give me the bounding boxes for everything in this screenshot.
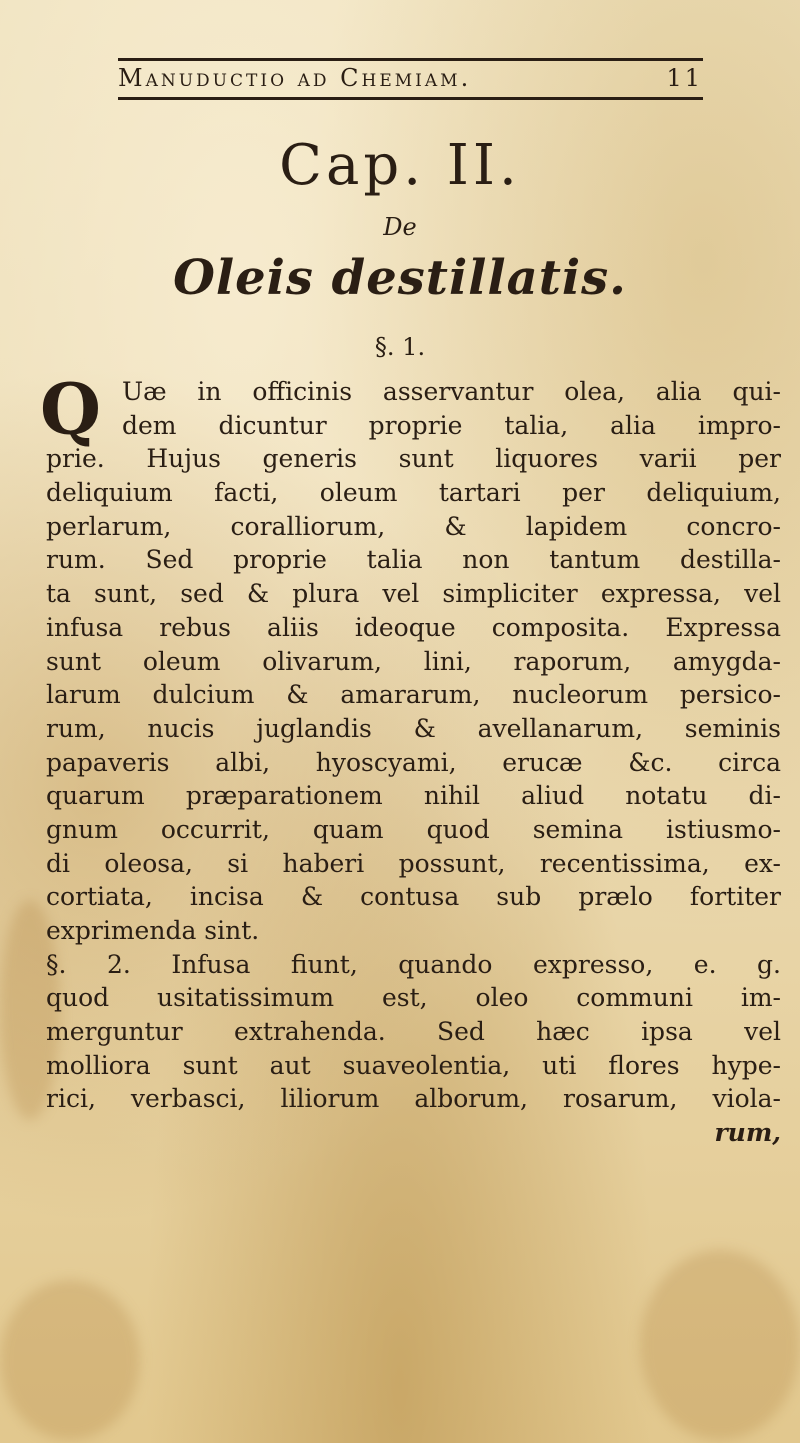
text-line: §. 2. Infusa fiunt, quando expresso, e. g. <box>46 949 781 979</box>
catchword-text: rum, <box>714 1118 781 1148</box>
text-line: gnum occurrit, quam quod semina istiusmo- <box>46 814 781 844</box>
page-number: 11 <box>666 64 703 92</box>
text-line: Uæ in officinis asservantur olea, alia qui- <box>122 377 781 406</box>
text-line: rici, verbasci, liliorum alborum, rosarum, viola- <box>46 1084 781 1114</box>
text-line: cortiata, incisa & contusa sub prælo fortiter <box>46 882 781 912</box>
section-mark: §. 1. <box>374 333 426 361</box>
chapter-preposition: De <box>383 213 417 241</box>
running-head-title: Manuductio ad Chemiam. <box>118 64 472 92</box>
body-text <box>40 368 781 1150</box>
text-line: papaveris albi, hyoscyami, erucæ &c. circa <box>46 747 781 777</box>
paper-stain <box>0 1280 140 1440</box>
text-line: di oleosa, si haberi possunt, recentissima, ex- <box>46 848 781 878</box>
text-line: deliquium facti, oleum tartari per deliquium, <box>46 478 781 508</box>
text-line: rum. Sed proprie talia non tantum destilla- <box>46 545 781 575</box>
running-head <box>118 62 703 94</box>
chapter-number: Cap. II. <box>279 133 521 198</box>
catchword <box>46 1116 781 1150</box>
drop-cap: Q <box>40 368 101 451</box>
text-line: prie. Hujus generis sunt liquores varii per <box>46 444 781 474</box>
text-line: exprimenda sint. <box>46 916 260 945</box>
text-line: molliora sunt aut suaveolentia, uti flores hype- <box>46 1050 781 1080</box>
text-line: ta sunt, sed & plura vel simpliciter expressa, vel <box>46 579 781 609</box>
text-line: quarum præparationem nihil aliud notatu di- <box>46 781 781 811</box>
paper-stain <box>640 1250 800 1440</box>
text-line: larum dulcium & amararum, nucleorum persico- <box>46 680 781 710</box>
text-line: quod usitatissimum est, oleo communi im- <box>46 983 781 1013</box>
text-line: perlarum, coralliorum, & lapidem concro- <box>46 511 781 541</box>
text-line: dem dicuntur proprie talia, alia impro- <box>122 410 781 440</box>
header-rule-top <box>118 58 703 61</box>
text-line: sunt oleum olivarum, lini, raporum, amygda- <box>46 646 781 676</box>
chapter-title: Oleis destillatis. <box>173 250 627 306</box>
text-line: infusa rebus aliis ideoque composita. Expressa <box>46 612 781 642</box>
text-line: rum, nucis juglandis & avellanarum, seminis <box>46 713 781 743</box>
header-rule-bottom <box>118 97 703 100</box>
text-line: merguntur extrahenda. Sed hæc ipsa vel <box>46 1017 781 1047</box>
